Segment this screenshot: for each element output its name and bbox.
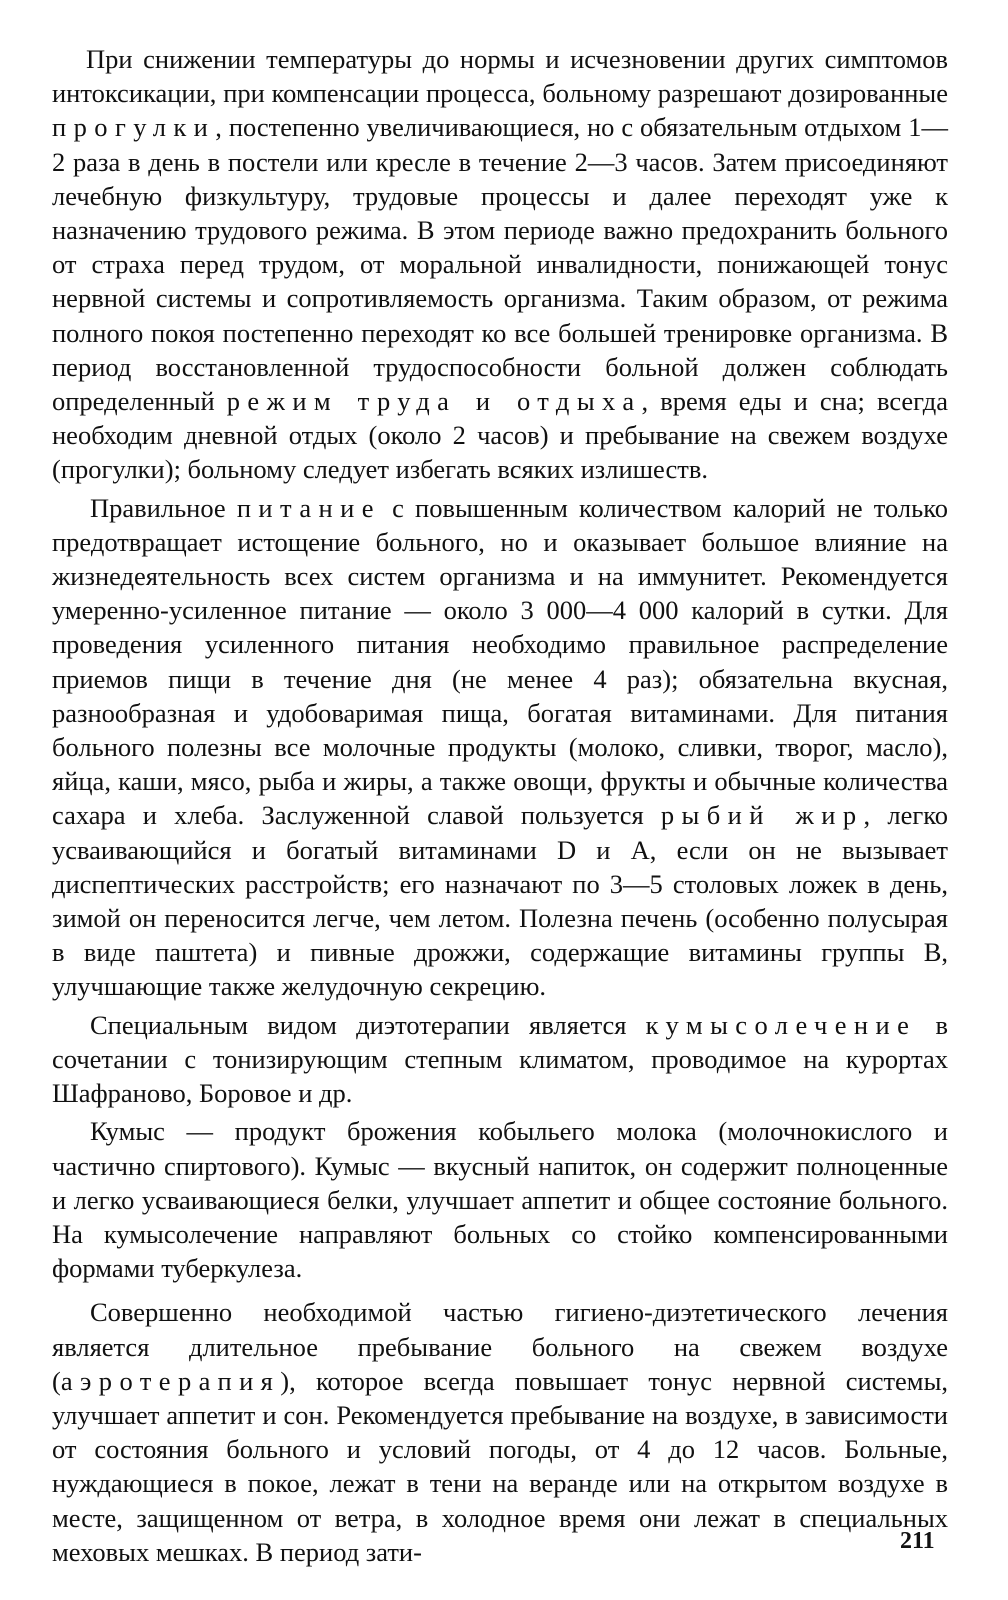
text-segment: ), которое всегда повышает тонус нервной системы, улучшает аппетит и сон. Рекомендуется пребывание на воздухе, в зависимости от состояния больного и условий погоды, от 4 до 12 часов. Больные, нуждающиеся в покое, лежат в тени на веранде или на открытом воздухе в месте, защищенном от ветра, в холодное время они лежат в специальных меховых мешках. В период зати-: [52, 1365, 948, 1567]
page-number: 211: [900, 1528, 935, 1554]
paragraph-aerotherapy: [52, 1295, 948, 1569]
text-segment: Правильное: [90, 492, 237, 523]
text-segment: , постепенно увеличивающиеся, но с обязательным отдыхом 1—2 раза в день в постели или кресле в течение 2—3 часов. Затем присоединяют лечебную физкультуру, трудовые процессы и далее переходят уже к назначению трудового режима. В этом периоде важно предохранить больного от страха перед трудом, от моральной инвалидности, понижающей тонус нервной системы и сопротивляемость организма. Таким образом, от режима полного покоя постепенно переходят ко все большей тренировке организма. В период восстановленной трудоспособности больной должен соблюдать определенный: [52, 112, 948, 417]
text-segment: , легко усваивающийся и богатый витаминами D и A, если он не вызывает диспептических расстройств; его назначают по 3—5 столовых ложек в день, зимой он переносится легче, чем летом. Полезна печень (особенно полусырая в виде паштета) и пивные дрожжи, содержащие витамины группы B, улучшающие также желудочную секрецию.: [52, 800, 948, 1002]
text-segment: Совершенно необходимой частью гигиено-диэтетического лечения является длительное пребывание больного на свежем воздухе (: [52, 1297, 948, 1396]
text-segment: в сочетании с тонизирующим степным климатом, проводимое на курортах Шафраново, Боровое и др.: [52, 1009, 948, 1109]
text-segment: , время еды и сна; всегда необходим дневной отдых (около 2 часов) и пребывание на свежем воздухе (прогулки); больному следует избегать всяких излишеств.: [52, 386, 948, 485]
paragraph-kumys: [52, 1114, 948, 1285]
emphasized-term: питание: [236, 492, 381, 523]
text-segment: При снижении температуры до нормы и исчезновении других симптомов интоксикации, при компенсации процесса, больному разрешают дозированные: [52, 44, 948, 109]
text-segment: с повышенным количеством калорий не только предотвращает истощение больного, но и оказывает большое влияние на жизнедеятельность всех систем организма и на иммунитет. Рекомендуется умеренно-усиленное питание — около 3 000—4 000 калорий в сутки. Для проведения усиленного питания необходимо правильное распределение приемов пищи в течение дня (не менее 4 раз); обязательна вкусная, разнообразная и удобоваримая пища, богатая витаминами. Для питания больного полезны все молочные продукты (молоко, сливки, творог, масло), яйца, каши, мясо, рыба и жиры, а также овощи, фрукты и обычные количества сахара и хлеба. Заслуженной славой пользуется: [52, 492, 948, 831]
text-segment: Кумыс — продукт брожения кобыльего молока (молочнокислого и частично спиртового). Кумыс — вкусный напиток, он содержит полноценные и легко усваивающиеся белки, улучшает аппетит и общее состояние больного. На кумысолечение направляют больных со стойко компенсированными формами туберкулеза.: [52, 1116, 948, 1284]
emphasized-term: кумысолечение: [645, 1009, 917, 1040]
emphasized-term: аэротерапия: [60, 1365, 281, 1396]
paragraph-walks: [52, 42, 948, 487]
emphasized-term: режим труда и отдыха: [226, 386, 642, 417]
emphasized-term: рыбий жир: [660, 800, 864, 831]
emphasized-term: прогулки: [52, 112, 216, 143]
paragraph-nutrition: [52, 491, 948, 1004]
paragraph-kumys-therapy: [52, 1008, 948, 1111]
text-segment: Специальным видом диэтотерапии является: [90, 1009, 646, 1040]
page-body: [52, 42, 948, 1569]
